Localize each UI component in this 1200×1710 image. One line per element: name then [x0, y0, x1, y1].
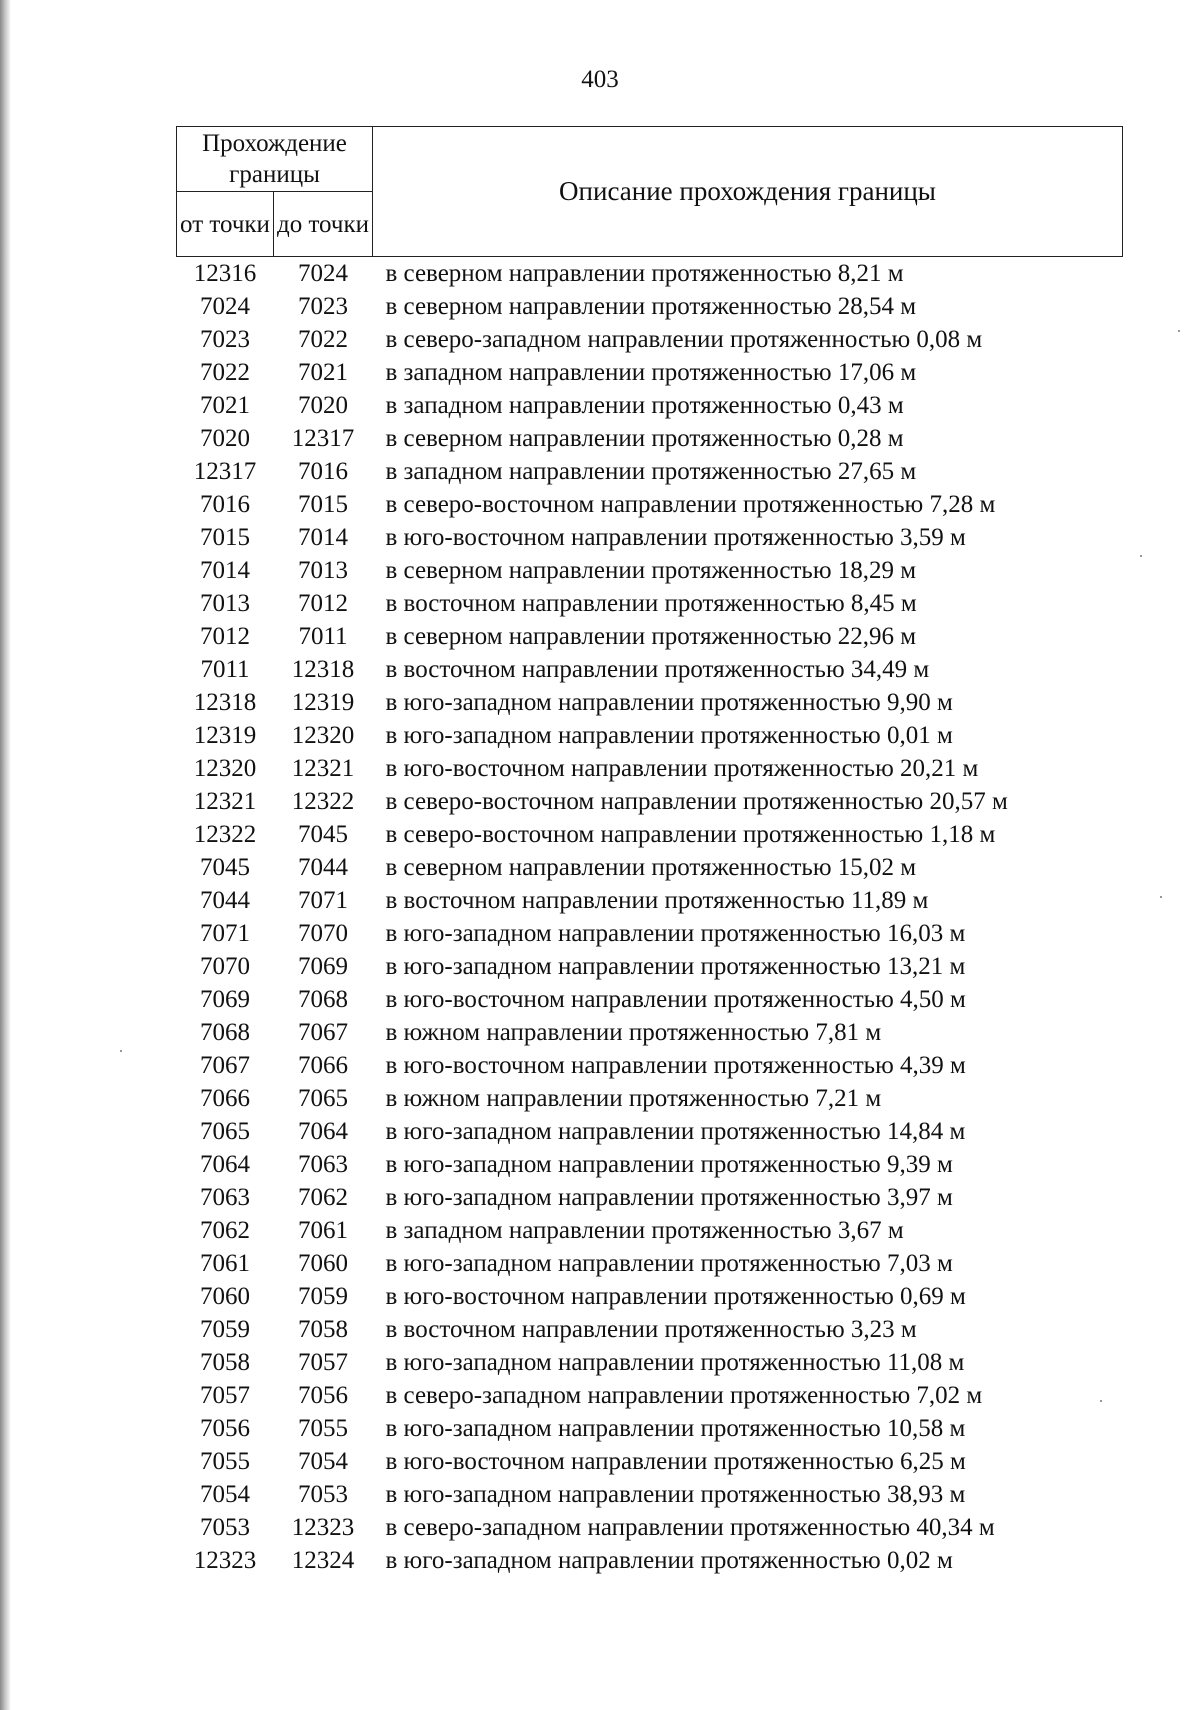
to-point-cell: 12321 [291, 755, 355, 782]
to-point-cell: 7011 [298, 623, 348, 650]
from-point-cell: 7055 [200, 1448, 250, 1475]
description-cell: в юго-западном направлении протяженностью 13,21 м [385, 953, 966, 980]
to-point-cell: 7045 [298, 821, 348, 848]
to-point-cell: 7062 [298, 1184, 348, 1211]
from-point-cell: 7012 [200, 623, 250, 650]
to-point-cell: 7056 [298, 1382, 348, 1409]
table-row [177, 1247, 1123, 1280]
from-point-cell: 7056 [200, 1415, 250, 1442]
description-cell: в юго-западном направлении протяженностью 9,39 м [385, 1151, 953, 1178]
description-cell: в восточном направлении протяженностью 3,23 м [385, 1316, 917, 1343]
table-row [177, 290, 1123, 323]
description-cell: в юго-восточном направлении протяженностью 6,25 м [385, 1448, 966, 1475]
description-cell: в западном направлении протяженностью 3,67 м [385, 1217, 904, 1244]
table-row [177, 917, 1123, 950]
from-point-cell: 7020 [200, 425, 250, 452]
table-header [177, 127, 1123, 257]
description-cell: в юго-западном направлении протяженностью 7,03 м [385, 1250, 953, 1277]
table-row [177, 1016, 1123, 1049]
from-point-cell: 12319 [193, 722, 257, 749]
to-point-cell: 7067 [298, 1019, 348, 1046]
description-cell: в юго-западном направлении протяженностью 0,02 м [385, 1547, 953, 1574]
to-point-cell: 7054 [298, 1448, 348, 1475]
to-point-cell: 12323 [291, 1514, 355, 1541]
from-point-cell: 12320 [193, 755, 257, 782]
table-row [177, 719, 1123, 752]
table-row [177, 587, 1123, 620]
table-row [177, 422, 1123, 455]
description-cell: в северном направлении протяженностью 0,28 м [385, 425, 904, 452]
table-row [177, 983, 1123, 1016]
description-cell: в юго-западном направлении протяженностью 0,01 м [385, 722, 953, 749]
description-cell: в юго-восточном направлении протяженностью 4,50 м [385, 986, 966, 1013]
from-point-cell: 7024 [200, 293, 250, 320]
table-row [177, 1511, 1123, 1544]
from-point-cell: 7022 [200, 359, 250, 386]
table-row [177, 686, 1123, 719]
table-row [177, 1181, 1123, 1214]
to-point-cell: 7064 [298, 1118, 348, 1145]
boundary-table [176, 126, 1123, 1577]
scan-speck [1140, 555, 1142, 557]
to-point-cell: 7023 [298, 293, 348, 320]
description-cell: в северо-западном направлении протяженностью 0,08 м [385, 326, 983, 353]
table-row [177, 488, 1123, 521]
table-row [177, 1379, 1123, 1412]
from-point-cell: 12322 [193, 821, 257, 848]
to-point-cell: 7020 [298, 392, 348, 419]
description-cell: в юго-западном направлении протяженностью 38,93 м [385, 1481, 966, 1508]
description-cell: в северном направлении протяженностью 18,29 м [385, 557, 917, 584]
to-point-cell: 7021 [298, 359, 348, 386]
from-point-cell: 7064 [200, 1151, 250, 1178]
from-point-cell: 7067 [200, 1052, 250, 1079]
table-row [177, 1412, 1123, 1445]
description-cell: в западном направлении протяженностью 0,43 м [385, 392, 904, 419]
table-row [177, 455, 1123, 488]
table-row [177, 884, 1123, 917]
description-cell: в северо-восточном направлении протяженностью 20,57 м [385, 788, 1008, 815]
from-point-cell: 7070 [200, 953, 250, 980]
to-point-cell: 7024 [298, 260, 348, 287]
to-point-cell: 7014 [298, 524, 348, 551]
description-cell: в юго-западном направлении протяженностью 14,84 м [385, 1118, 966, 1145]
description-cell: в западном направлении протяженностью 27,65 м [385, 458, 917, 485]
from-point-cell: 7065 [200, 1118, 250, 1145]
from-point-cell: 7069 [200, 986, 250, 1013]
header-description: Описание прохождения границы [373, 127, 1123, 257]
description-cell: в юго-западном направлении протяженностью 3,97 м [385, 1184, 953, 1211]
table-row [177, 257, 1123, 291]
from-point-cell: 7021 [200, 392, 250, 419]
to-point-cell: 7070 [298, 920, 348, 947]
description-cell: в северо-восточном направлении протяженностью 1,18 м [385, 821, 996, 848]
table-row [177, 554, 1123, 587]
table-row [177, 389, 1123, 422]
to-point-cell: 7068 [298, 986, 348, 1013]
table-row [177, 620, 1123, 653]
from-point-cell: 7071 [200, 920, 250, 947]
description-cell: в южном направлении протяженностью 7,81 м [385, 1019, 882, 1046]
from-point-cell: 7061 [200, 1250, 250, 1277]
table-row [177, 1049, 1123, 1082]
to-point-cell: 12320 [291, 722, 355, 749]
header-to-point: до точки [274, 192, 373, 257]
table-row [177, 1478, 1123, 1511]
table-row [177, 1346, 1123, 1379]
page-number: 403 [581, 66, 619, 93]
description-cell: в северо-западном направлении протяженностью 40,34 м [385, 1514, 995, 1541]
from-point-cell: 7059 [200, 1316, 250, 1343]
table-row [177, 785, 1123, 818]
description-cell: в северо-восточном направлении протяженностью 7,28 м [385, 491, 996, 518]
to-point-cell: 12318 [291, 656, 355, 683]
to-point-cell: 12322 [291, 788, 355, 815]
table-row [177, 1544, 1123, 1577]
table-row [177, 653, 1123, 686]
scan-edge-shadow [0, 0, 11, 1710]
table-row [177, 950, 1123, 983]
description-cell: в юго-восточном направлении протяженностью 3,59 м [385, 524, 966, 551]
to-point-cell: 7058 [298, 1316, 348, 1343]
table-row [177, 818, 1123, 851]
from-point-cell: 7013 [200, 590, 250, 617]
from-point-cell: 7063 [200, 1184, 250, 1211]
table-row [177, 521, 1123, 554]
description-cell: в юго-западном направлении протяженностью 11,08 м [385, 1349, 965, 1376]
table-row [177, 356, 1123, 389]
description-cell: в восточном направлении протяженностью 8,45 м [385, 590, 917, 617]
description-cell: в восточном направлении протяженностью 34,49 м [385, 656, 930, 683]
table-row [177, 752, 1123, 785]
description-cell: в северо-западном направлении протяженностью 7,02 м [385, 1382, 983, 1409]
table-row [177, 1214, 1123, 1247]
description-cell: в восточном направлении протяженностью 11,89 м [385, 887, 929, 914]
table-row [177, 1280, 1123, 1313]
to-point-cell: 7016 [298, 458, 348, 485]
to-point-cell: 7012 [298, 590, 348, 617]
from-point-cell: 12317 [193, 458, 257, 485]
description-cell: в юго-западном направлении протяженностью 10,58 м [385, 1415, 966, 1442]
from-point-cell: 7060 [200, 1283, 250, 1310]
from-point-cell: 12321 [193, 788, 257, 815]
to-point-cell: 7060 [298, 1250, 348, 1277]
table-row [177, 1148, 1123, 1181]
scan-speck [1160, 896, 1162, 898]
from-point-cell: 12318 [193, 689, 257, 716]
from-point-cell: 7054 [200, 1481, 250, 1508]
from-point-cell: 7014 [200, 557, 250, 584]
from-point-cell: 7011 [200, 656, 250, 683]
description-cell: в юго-восточном направлении протяженностью 0,69 м [385, 1283, 966, 1310]
table-row [177, 1445, 1123, 1478]
to-point-cell: 7022 [298, 326, 348, 353]
to-point-cell: 7066 [298, 1052, 348, 1079]
to-point-cell: 7015 [298, 491, 348, 518]
to-point-cell: 12324 [291, 1547, 355, 1574]
from-point-cell: 7044 [200, 887, 250, 914]
description-cell: в юго-восточном направлении протяженностью 20,21 м [385, 755, 979, 782]
description-cell: в западном направлении протяженностью 17,06 м [385, 359, 917, 386]
header-boundary-passage: Прохождение границы [177, 127, 373, 192]
to-point-cell: 7069 [298, 953, 348, 980]
scan-speck [120, 1050, 122, 1052]
to-point-cell: 7013 [298, 557, 348, 584]
from-point-cell: 7045 [200, 854, 250, 881]
header-from-point: от точки [177, 192, 274, 257]
table-row [177, 1313, 1123, 1346]
table-row [177, 1115, 1123, 1148]
scan-speck [1100, 1400, 1102, 1402]
description-cell: в северном направлении протяженностью 8,21 м [385, 260, 904, 287]
description-cell: в юго-западном направлении протяженностью 16,03 м [385, 920, 966, 947]
to-point-cell: 7044 [298, 854, 348, 881]
from-point-cell: 7068 [200, 1019, 250, 1046]
from-point-cell: 7053 [200, 1514, 250, 1541]
from-point-cell: 7023 [200, 326, 250, 353]
to-point-cell: 12317 [291, 425, 355, 452]
description-cell: в юго-западном направлении протяженностью 9,90 м [385, 689, 953, 716]
description-cell: в северном направлении протяженностью 22,96 м [385, 623, 917, 650]
description-cell: в северном направлении протяженностью 28,54 м [385, 293, 917, 320]
from-point-cell: 7062 [200, 1217, 250, 1244]
table-row [177, 1082, 1123, 1115]
to-point-cell: 7059 [298, 1283, 348, 1310]
from-point-cell: 12316 [193, 260, 257, 287]
from-point-cell: 7015 [200, 524, 250, 551]
description-cell: в юго-восточном направлении протяженностью 4,39 м [385, 1052, 966, 1079]
to-point-cell: 7065 [298, 1085, 348, 1112]
table-row [177, 851, 1123, 884]
to-point-cell: 12319 [291, 689, 355, 716]
from-point-cell: 7057 [200, 1382, 250, 1409]
to-point-cell: 7055 [298, 1415, 348, 1442]
to-point-cell: 7063 [298, 1151, 348, 1178]
from-point-cell: 12323 [193, 1547, 257, 1574]
to-point-cell: 7061 [298, 1217, 348, 1244]
table-row [177, 323, 1123, 356]
table-body [177, 257, 1123, 1578]
description-cell: в южном направлении протяженностью 7,21 м [385, 1085, 882, 1112]
from-point-cell: 7066 [200, 1085, 250, 1112]
to-point-cell: 7057 [298, 1349, 348, 1376]
from-point-cell: 7058 [200, 1349, 250, 1376]
description-cell: в северном направлении протяженностью 15,02 м [385, 854, 917, 881]
to-point-cell: 7053 [298, 1481, 348, 1508]
from-point-cell: 7016 [200, 491, 250, 518]
to-point-cell: 7071 [298, 887, 348, 914]
scan-speck [1178, 330, 1180, 332]
